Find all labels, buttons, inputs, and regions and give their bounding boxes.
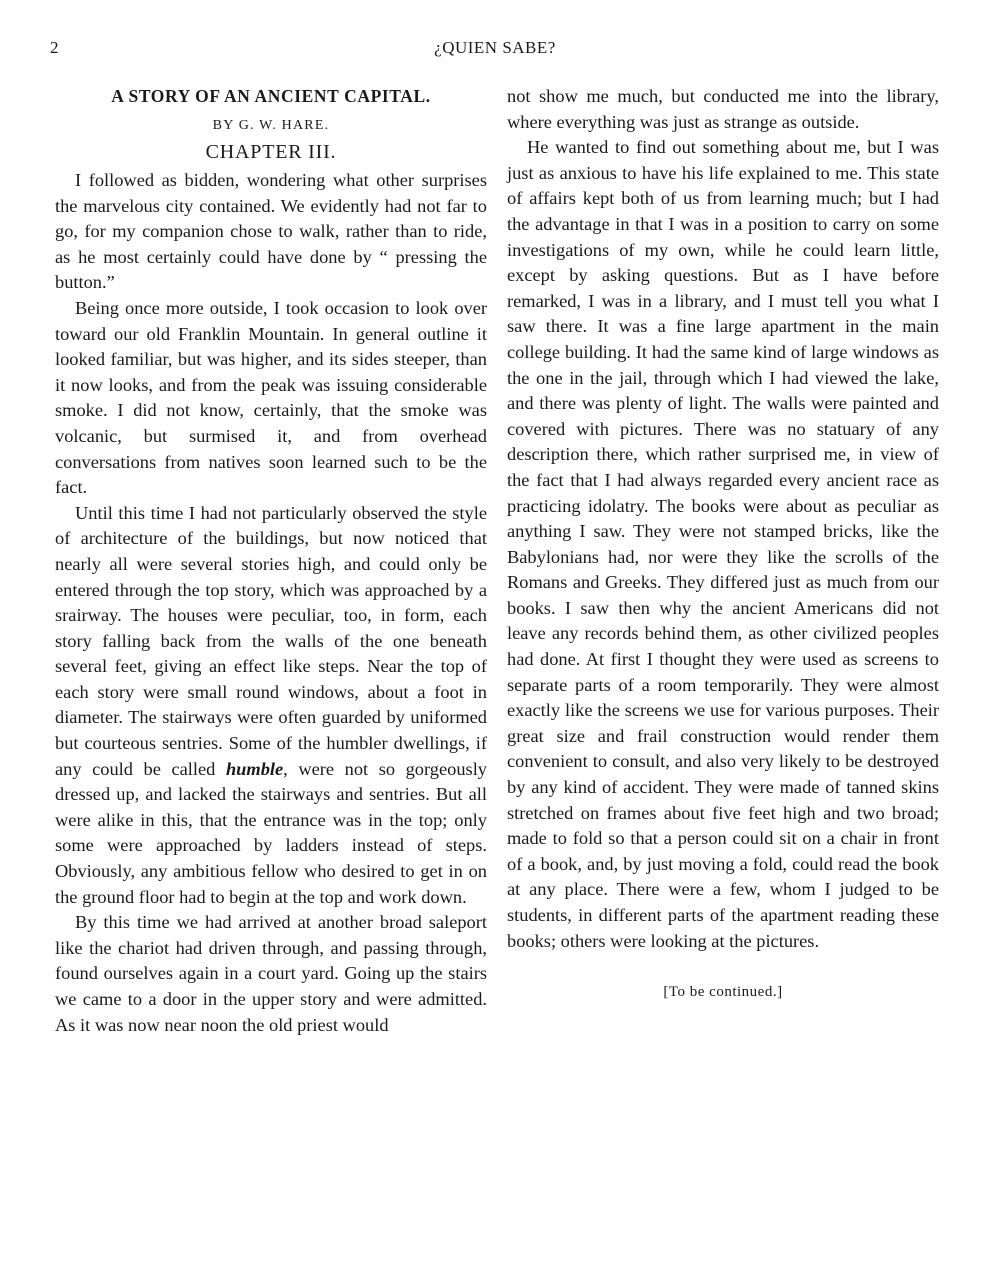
emphasis-text: humble: [225, 758, 284, 779]
paragraph-continued: not show me much, but conducted me into the library, where everything was just as strange as outside.: [507, 86, 939, 132]
right-column: [507, 84, 939, 1006]
byline: BY G. W. HARE.: [212, 118, 330, 133]
to-be-continued-note: [To be continued.]: [663, 984, 783, 1001]
page-number: 2: [50, 38, 59, 57]
running-head: ¿QUIEN SABE?: [434, 38, 556, 57]
left-column: [55, 84, 487, 1038]
paragraph: I followed as bidden, wondering what other surprises the marvelous city contained. We evidently had not far to go, for my companion chose to walk, rather than to ride, as he most certainly could have done by “ pressing the button.”: [55, 170, 487, 293]
paragraph: He wanted to find out something about me, but I was just as anxious to have his life explained to me. This state of affairs kept both of us from learning much; but I had the advantage in that I was in a position to carry on some investigations of my own, while he could learn little, except by asking questions. But as I have before remarked, I was in a library, and I must tell you what I saw there. It was a fine large apartment in the main college building. It had the same kind of large windows as the one in the jail, through which I had viewed the lake, and there was plenty of light. The walls were painted and covered with pictures. There was no statuary of any description there, which rather surprised me, in view of the fact that I had always regarded every ancient race as practicing idolatry. The books were about as peculiar as anything I saw. They were not stamped bricks, like the Babylonians had, nor were they like the scrolls of the Romans and Greeks. They differed just as much from our books. I saw then why the ancient Americans did not leave any records behind them, as other civilized peoples had done. At first I thought they were used as screens to separate parts of a room temporarily. They were almost exactly like the screens we use for various purposes. Their great size and frail construction would render them convenient to consult, and also very likely to be destroyed by any kind of accident. They were made of tanned skins stretched on frames about five feet high and two broad; made to fold so that a person could sit on a chair in front of a book, and, by just moving a fold, could read the book at any place. There were a few, whom I judged to be students, in different parts of the apartment reading these books; others were looking at the pictures.: [507, 137, 939, 951]
article-title: A STORY OF AN ANCIENT CAPITAL.: [111, 86, 431, 106]
paragraph-text: Until this time I had not particularly observed the style of architecture of the buildings, but now noticed that nearly all were several stories high, and could only be entered through the top story, which was approached by a srairway. The houses were peculiar, too, in form, each story falling back from the walls of the one beneath several feet, giving an effect like steps. Near the top of each story were small round windows, about a foot in diameter. The stairways were often guarded by uniformed but courteous sentries. Some of the humbler dwellings, if any could be called: [55, 502, 487, 779]
paragraph-text: , were not so gorgeously dressed up, and lacked the stairways and sentries. But all were alike in this, that the entrance was in the top; only some were approached by ladders instead of steps. Obviously, any ambitious fellow who desired to get in on the ground floor had to begin at the top and work down.: [55, 758, 488, 907]
paragraph: Being once more outside, I took occasion to look over toward our old Franklin Mountain. In general outline it looked familiar, but was higher, and its sides steeper, than it now looks, and from the peak was issuing considerable smoke. I did not know, certainly, that the smoke was volcanic, but surmised it, and from overhead conversations from natives soon learned such to be the fact.: [55, 297, 487, 498]
paragraph: By this time we had arrived at another broad saleport like the chariot had driven through, and passing through, found ourselves again in a court yard. Going up the stairs we came to a door in the upper story and were admitted. As it was now near noon the old priest would: [55, 912, 487, 1035]
paragraph: [55, 501, 487, 911]
page-header: [50, 38, 940, 66]
chapter-heading: CHAPTER III.: [205, 141, 337, 163]
